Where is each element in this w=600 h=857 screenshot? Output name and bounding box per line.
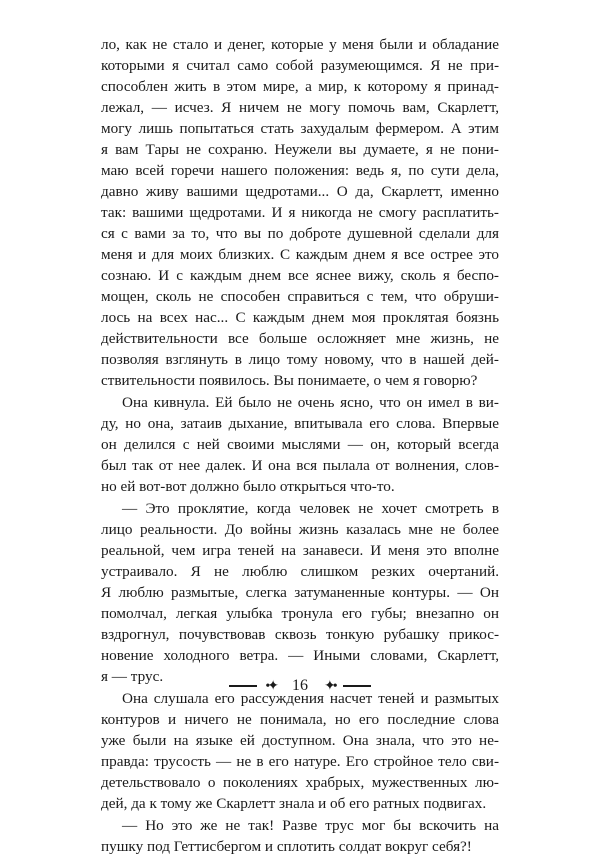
footer-rule-right	[343, 685, 371, 687]
page-number: 16	[292, 677, 308, 694]
text-line: он делился с ней своими мыслями — он, который всегда	[101, 436, 499, 453]
paragraph	[101, 34, 499, 391]
text-line: уже были на языке ей доступном. Она знала, что это не-	[101, 732, 499, 749]
page-footer	[0, 677, 600, 695]
text-line: лежал, — исчез. Я ничем не могу помочь вам, Скарлетт,	[101, 99, 499, 116]
text-line: был так от нее далек. И она вся пылала от волнения, слов-	[101, 457, 499, 474]
text-line: ся с вами за то, что вы по доброте душевной сделали для	[101, 225, 499, 242]
text-line: я — трус.	[101, 668, 164, 685]
text-line: меня и для моих близких. С каждым днем я все острее это	[101, 246, 499, 263]
text-line: сознаю. И с каждым днем все яснее вижу, сколь я беспо-	[101, 267, 499, 284]
paragraph	[101, 498, 499, 687]
text-line: дей, да к тому же Скарлетт знала и об его ратных подвигах.	[101, 795, 487, 812]
text-line: ствительности появилось. Вы понимаете, о чем я говорю?	[101, 372, 478, 389]
text-line: — Но это же не так! Разве трус мог бы вскочить на	[122, 817, 499, 834]
text-line: давно живу вашими щедротами... О да, Скарлетт, именно	[101, 183, 499, 200]
text-line: реальной, чем игра теней на занавеси. И меня это вполне	[101, 542, 499, 559]
text-line: — Это проклятие, когда человек не хочет смотреть в	[122, 500, 499, 517]
text-line: ло, как не стало и денег, которые у меня были и обладание	[101, 36, 499, 53]
text-line: но ей вот-вот должно было открыться что-то.	[101, 478, 395, 495]
body-text	[101, 34, 499, 857]
text-line: новение холодного ветра. — Иными словами, Скарлетт,	[101, 647, 499, 664]
text-line: лось на всех нас... С каждым днем моя проклятая боязнь	[101, 309, 499, 326]
text-line: правда: трусость — не в его натуре. Его стройное тело сви-	[101, 753, 499, 770]
text-line: детельствовало о поколениях храбрых, мужественных лю-	[101, 774, 499, 791]
text-line: устраивало. Я не люблю слишком резких очертаний.	[101, 563, 499, 580]
text-line: мощен, сколь не способен справиться с тем, что обруши-	[101, 288, 499, 305]
text-line: пушку под Геттисбергом и сплотить солдат вокруг себя?!	[101, 838, 472, 855]
footer-ornament-right: ✦•	[324, 678, 335, 694]
text-line: я вам Тары не сохраню. Неужели вы думаете, я не пони-	[101, 141, 499, 158]
text-line: Она кивнула. Ей было не очень ясно, что он имел в ви-	[122, 394, 499, 411]
text-line: вздрогнул, почувствовав сквозь тонкую рубашку прикос-	[101, 626, 499, 643]
footer-rule-left	[229, 685, 257, 687]
text-line: ду, но она, затаив дыхание, впитывала его слова. Впервые	[101, 415, 499, 432]
text-line: Она слушала его рассуждения насчет теней и размытых	[122, 690, 499, 707]
text-line: лицо реальности. До войны жизнь казалась мне не более	[101, 521, 499, 538]
text-line: действительности все больше осложняет мне жизнь, не	[101, 330, 499, 347]
text-line: так: вашими щедротами. И я никогда не смогу расплатить-	[101, 204, 499, 221]
paragraph	[101, 688, 499, 814]
text-line: способлен жить в этом мире, а мир, к которому я принад-	[101, 78, 499, 95]
text-line: позволяя взглянуть в лицо тому новому, что в нашей дей-	[101, 351, 499, 368]
paragraph	[101, 815, 499, 857]
text-line: Я люблю размытые, слегка затуманенные контуры. — Он	[101, 584, 499, 601]
text-line: которыми я считал само собой разумеющимся. Я не при-	[101, 57, 499, 74]
text-line: могу лишь попытаться стать захудалым фермером. А этим	[101, 120, 499, 137]
text-line: маю всей горечи нашего положения: ведь я, по сути дела,	[101, 162, 499, 179]
paragraph	[101, 392, 499, 497]
text-line: контуров и ничего не понимала, но его последние слова	[101, 711, 499, 728]
text-line: помолчал, легкая улыбка тронула его губы; внезапно он	[101, 605, 499, 622]
footer-ornament-left: •✦	[265, 678, 276, 694]
